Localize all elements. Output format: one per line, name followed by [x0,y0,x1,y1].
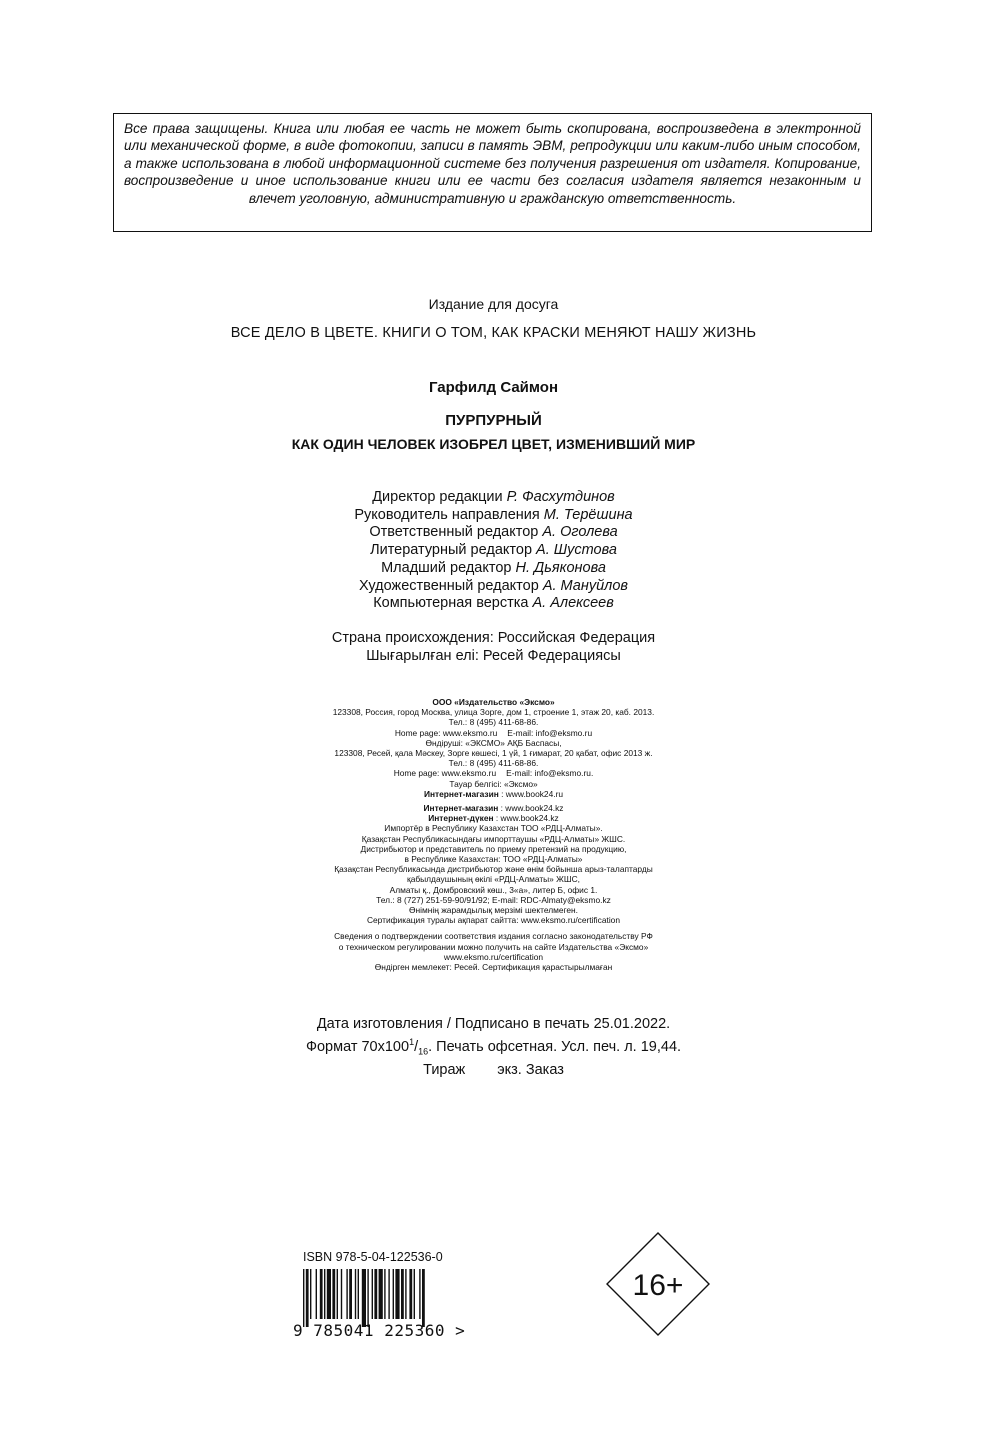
certification-line: www.eksmo.ru/certification [443,951,544,962]
barcode-bar [395,1269,399,1319]
age-rating-badge [606,1232,710,1336]
credit-line: Литературный редактор А. Шустова [370,542,617,559]
isbn-digits: 9 785041 225360 > [293,1321,466,1340]
barcode-bar [306,1269,309,1327]
producer-kz: Өндіруші: «ЭКСМО» АҚБ Баспасы, [425,737,562,748]
origin-kz: Шығарылған елі: Ресей Федерациясы [366,648,621,664]
barcode-bar [401,1269,404,1319]
publisher-name: ООО «Издательство «Эксмо» [432,697,555,707]
barcode-bar [372,1269,373,1319]
barcode-bar [393,1269,394,1319]
barcode-bar [358,1269,359,1319]
certification-line: о техническом регулировании можно получить на сайте Издательства «Эксмо» [338,941,649,952]
barcode-bar [324,1269,325,1319]
credits-list [0,489,987,613]
barcode-bar [362,1269,366,1327]
print-format: Формат $70x100^1/_{16}$. Печать офсетная. Усл. печ. л. 19,44. [305,1037,682,1057]
importer-line: Өнімнің жарамдылық мерзімі шектелмеген. [409,905,578,916]
barcode-bar [310,1269,311,1319]
online-shop-kz: Интернет-магазин : www.book24.kz [423,803,564,814]
barcode-bar [384,1269,385,1319]
credit-line: Директор редакции Р. Фасхутдинов [372,489,615,505]
book-title: ПУРПУРНЫЙ [445,412,542,429]
importer-line: Дистрибьютор и представитель по приему претензий на продукцию, [360,843,627,854]
importer-line: Тел.: 8 (727) 251-59-90/91/92; E-mail: RDC-Almaty@eksmo.kz [376,894,611,905]
barcode-bar [316,1269,317,1319]
rights-notice-text: Все права защищены. Книга или любая ее часть не может быть скопирована, воспроизведена в электронной или механической форме, в виде фотокопии, записи в память ЭВМ, репродукции или каким-либо иным способом, а также использована в любой информационной системе без получения разрешения от издателя. Копирование, воспроизведение и иное использование книги или ее части без согласия издателя является незаконным и влечет уголовную, административную и гражданскую ответственность. [124,121,861,206]
online-shop-ru: Интернет-магазин : www.book24.ru [423,788,564,799]
book-subtitle: КАК ОДИН ЧЕЛОВЕК ИЗОБРЕЛ ЦВЕТ, ИЗМЕНИВШИЙ МИР [291,436,696,452]
barcode-bar [303,1269,304,1327]
barcode-bar [409,1269,412,1319]
publisher-phone-kz: Тел.: 8 (495) 411-68-86. [448,758,539,769]
certification-line: Өндірген мемлекет: Ресей. Сертификация қарастырылмаған [374,962,613,973]
publisher-imprint [0,697,987,972]
isbn-label: ISBN 978-5-04-122536-0 [303,1250,443,1264]
credit-line: Ответственный редактор А. Оголева [369,524,618,541]
age-rating-text: 16+ [632,1269,684,1302]
barcode-bar [346,1269,347,1319]
barcode-bar [327,1269,331,1319]
barcode-bar [337,1269,338,1319]
barcode-bar [414,1269,415,1319]
importer-line: Сертификация туралы ақпарат сайтта: www.eksmo.ru/certification [366,915,621,926]
print-run: Тираж экз. Заказ [423,1061,564,1078]
origin-ru: Страна происхождения: Российская Федерация [331,630,656,646]
importer-line: Алматы қ., Домбровский көш., 3«а», литер Б, офис 1. [389,884,598,895]
publisher-phone-ru: Тел.: 8 (495) 411-68-86. [448,717,539,728]
importer-line: қабылдаушының өкілі «РДЦ-Алматы» ЖШС, [407,874,580,885]
online-shop-kz-2: Интернет-дүкен : www.book24.kz [428,813,559,824]
publisher-web-kz: Home page: www.eksmo.ru E-mail: info@eksmo.ru. [393,768,594,779]
importer-line: Қазақстан Республикасындағы импорттаушы «РДЦ-Алматы» ЖШС. [361,833,626,844]
series-title: ВСЕ ДЕЛО В ЦВЕТЕ. КНИГИ О ТОМ, КАК КРАСКИ МЕНЯЮТ НАШУ ЖИЗНЬ [230,325,757,341]
barcode-bar [349,1269,352,1319]
importer-line: Қазақстан Республикасында дистрибьютор және өнім бойынша арыз-талаптарды [334,864,653,875]
credit-line: Руководитель направления М. Терёшина [354,506,633,523]
importer-line: в Республике Казахстан: ТОО «РДЦ-Алматы» [404,854,583,865]
edition-type: Издание для досуга [428,296,559,312]
trademark-kz: Тауар белгісі: «Эксмо» [449,778,538,789]
author-name: Гарфилд Саймон [428,379,559,396]
print-date: Дата изготовления / Подписано в печать 25.01.2022. [316,1016,671,1032]
barcode-bar [332,1269,335,1319]
credit-line: Художественный редактор А. Мануйлов [359,577,628,594]
barcode-bar [320,1269,323,1319]
certification-line: Сведения о подтверждении соответствия издания согласно законодательству РФ [334,931,653,942]
barcode-bar [355,1269,356,1319]
publisher-web-ru: Home page: www.eksmo.ru E-mail: info@eksmo.ru [394,727,593,738]
barcode-bar [379,1269,383,1319]
barcode-bar [341,1269,342,1319]
country-of-origin [0,629,987,665]
barcode-bar [419,1269,420,1319]
importer-line: Импортёр в Республику Казахстан ТОО «РДЦ-Алматы». [384,823,603,834]
credit-line: Младший редактор Н. Дьяконова [381,559,606,576]
barcode-bar [405,1269,406,1319]
barcode-bar [388,1269,389,1319]
publisher-address-ru: 123308, Россия, город Москва, улица Зорге, дом 1, строение 1, этаж 20, каб. 2013. [332,707,655,718]
credit-line: Компьютерная верстка А. Алексеев [373,595,614,612]
barcode-bar [367,1269,368,1327]
rights-notice-box [113,113,872,232]
printing-details [0,1015,987,1079]
barcode-bar [422,1269,425,1327]
barcode-bar [374,1269,377,1319]
publisher-address-kz: 123308, Ресей, қала Мәскеу, Зорге көшесі, 1 үй, 1 ғимарат, 20 қабат, офис 2013 ж. [334,748,653,759]
